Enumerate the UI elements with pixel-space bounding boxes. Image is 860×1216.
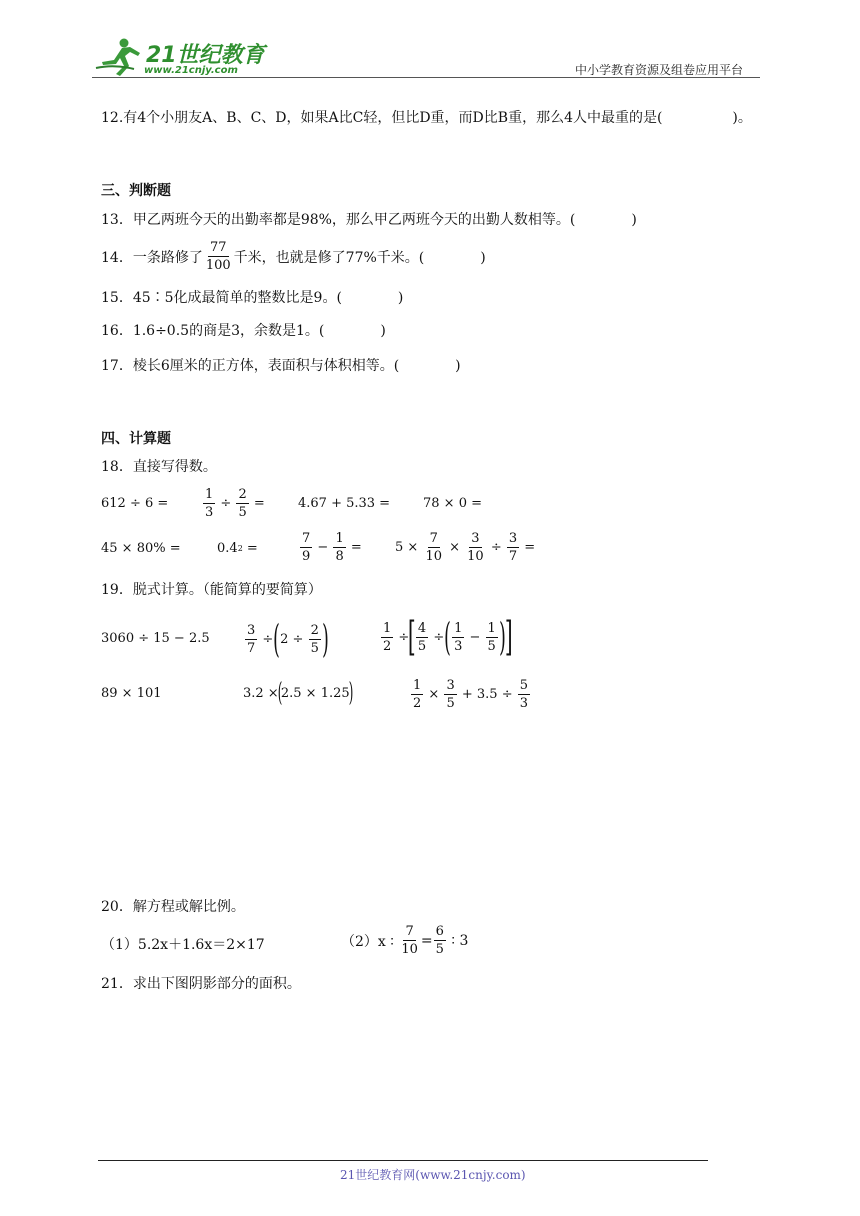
question-13: 13．甲乙两班今天的出勤率都是98%，那么甲乙两班今天的出勤人数相等。( ) xyxy=(101,212,637,228)
question-14-suffix: 千米，也就是修了77%千米。( ) xyxy=(233,249,486,266)
question-14 xyxy=(101,239,486,274)
fraction-denominator: 100 xyxy=(205,258,231,273)
expr-1-2-times-3-5-plus: $\frac{1}{2}$ × $\frac{3}{5}$ + 3.5 ÷ $\frac{5}{3}$ xyxy=(413,678,529,711)
expr-612-div-6: 612 ÷ 6 = xyxy=(101,496,169,511)
equation-2-suffix: ∶ 3 xyxy=(451,932,469,949)
equation-2: （2）x ∶ $\frac{7}{10}$ = $\frac{6}{5}$ ∶ 3 xyxy=(341,924,469,957)
expr-7-9-minus-1-8: $\frac{7}{9}$ − $\frac{1}{8}$ = xyxy=(302,531,362,564)
footer-divider xyxy=(98,1160,708,1161)
header-divider xyxy=(92,77,760,78)
runner-logo-icon xyxy=(94,36,150,76)
question-18: 18．直接写得数。 xyxy=(101,459,217,475)
logo-text: 21世纪教育 xyxy=(146,43,265,68)
expr-0.4-squared: 0.4 2 = xyxy=(217,541,258,556)
question-16: 16．1.6÷0.5的商是3，余数是1。( ) xyxy=(101,323,386,339)
equation-1: （1）5.2x＋1.6x＝2×17 xyxy=(101,937,265,953)
section-title-calculation: 四、计算题 xyxy=(101,431,171,447)
expr-4.67-plus-5.33: 4.67 + 5.33 = xyxy=(298,496,391,511)
expr-3.2-times-paren: 3.2 × ( 2.5 × 1.25 ) xyxy=(243,678,354,708)
logo xyxy=(94,36,264,78)
expr-1-3-div-2-5: $\frac{1}{3}$ ÷ $\frac{2}{5}$ = xyxy=(205,487,265,520)
equation-2-equals: = xyxy=(420,932,433,949)
question-15: 15．45∶5化成最简单的整数比是9。( ) xyxy=(101,290,404,306)
footer-text[interactable]: 21世纪教育网(www.21cnjy.com) xyxy=(340,1168,526,1182)
question-12: 12.有4个小朋友A、B、C、D，如果A比C轻，但比D重，而D比B重，那么4人中最重的是( )。 xyxy=(101,110,752,126)
question-20: 20．解方程或解比例。 xyxy=(101,899,245,915)
header-tagline: 中小学教育资源及组卷应用平台 xyxy=(575,63,744,77)
section-title-judgment: 三、判断题 xyxy=(101,183,171,199)
expr-5-times-fractions: 5 × $\frac{7}{10}$ × $\frac{3}{10}$ ÷ $\frac{3}{7}$ = xyxy=(395,531,536,564)
question-14-prefix: 14．一条路修了 xyxy=(101,249,203,266)
question-19: 19．脱式计算。（能简算的要简算） xyxy=(101,582,322,598)
expr-78-times-0: 78 × 0 = xyxy=(423,496,482,511)
expr-1-2-div-bracket: $\frac{1}{2}$ ÷ [ $\frac{4}{5}$ ÷ ( $\frac{1}{3}$ − $\frac{1}{5}$ ) ] xyxy=(383,614,513,660)
expr-89-times-101: 89 × 101 xyxy=(101,686,162,701)
expr-45-times-80pct: 45 × 80% = xyxy=(101,541,181,556)
expr-3-7-div-paren: $\frac{3}{7}$ ÷ ( 2 ÷ $\frac{2}{5}$ ) xyxy=(247,617,329,661)
question-17: 17．棱长6厘米的正方体，表面积与体积相等。( ) xyxy=(101,358,461,374)
equation-2-prefix: （2）x ∶ xyxy=(341,933,394,950)
fraction-numerator: 77 xyxy=(209,240,227,255)
logo-url: www.21cnjy.com xyxy=(144,65,238,76)
expr-3060-div-15-minus-2.5: 3060 ÷ 15 − 2.5 xyxy=(101,631,210,646)
question-21: 21．求出下图阴影部分的面积。 xyxy=(101,976,301,992)
fraction-77-100 xyxy=(204,239,233,274)
